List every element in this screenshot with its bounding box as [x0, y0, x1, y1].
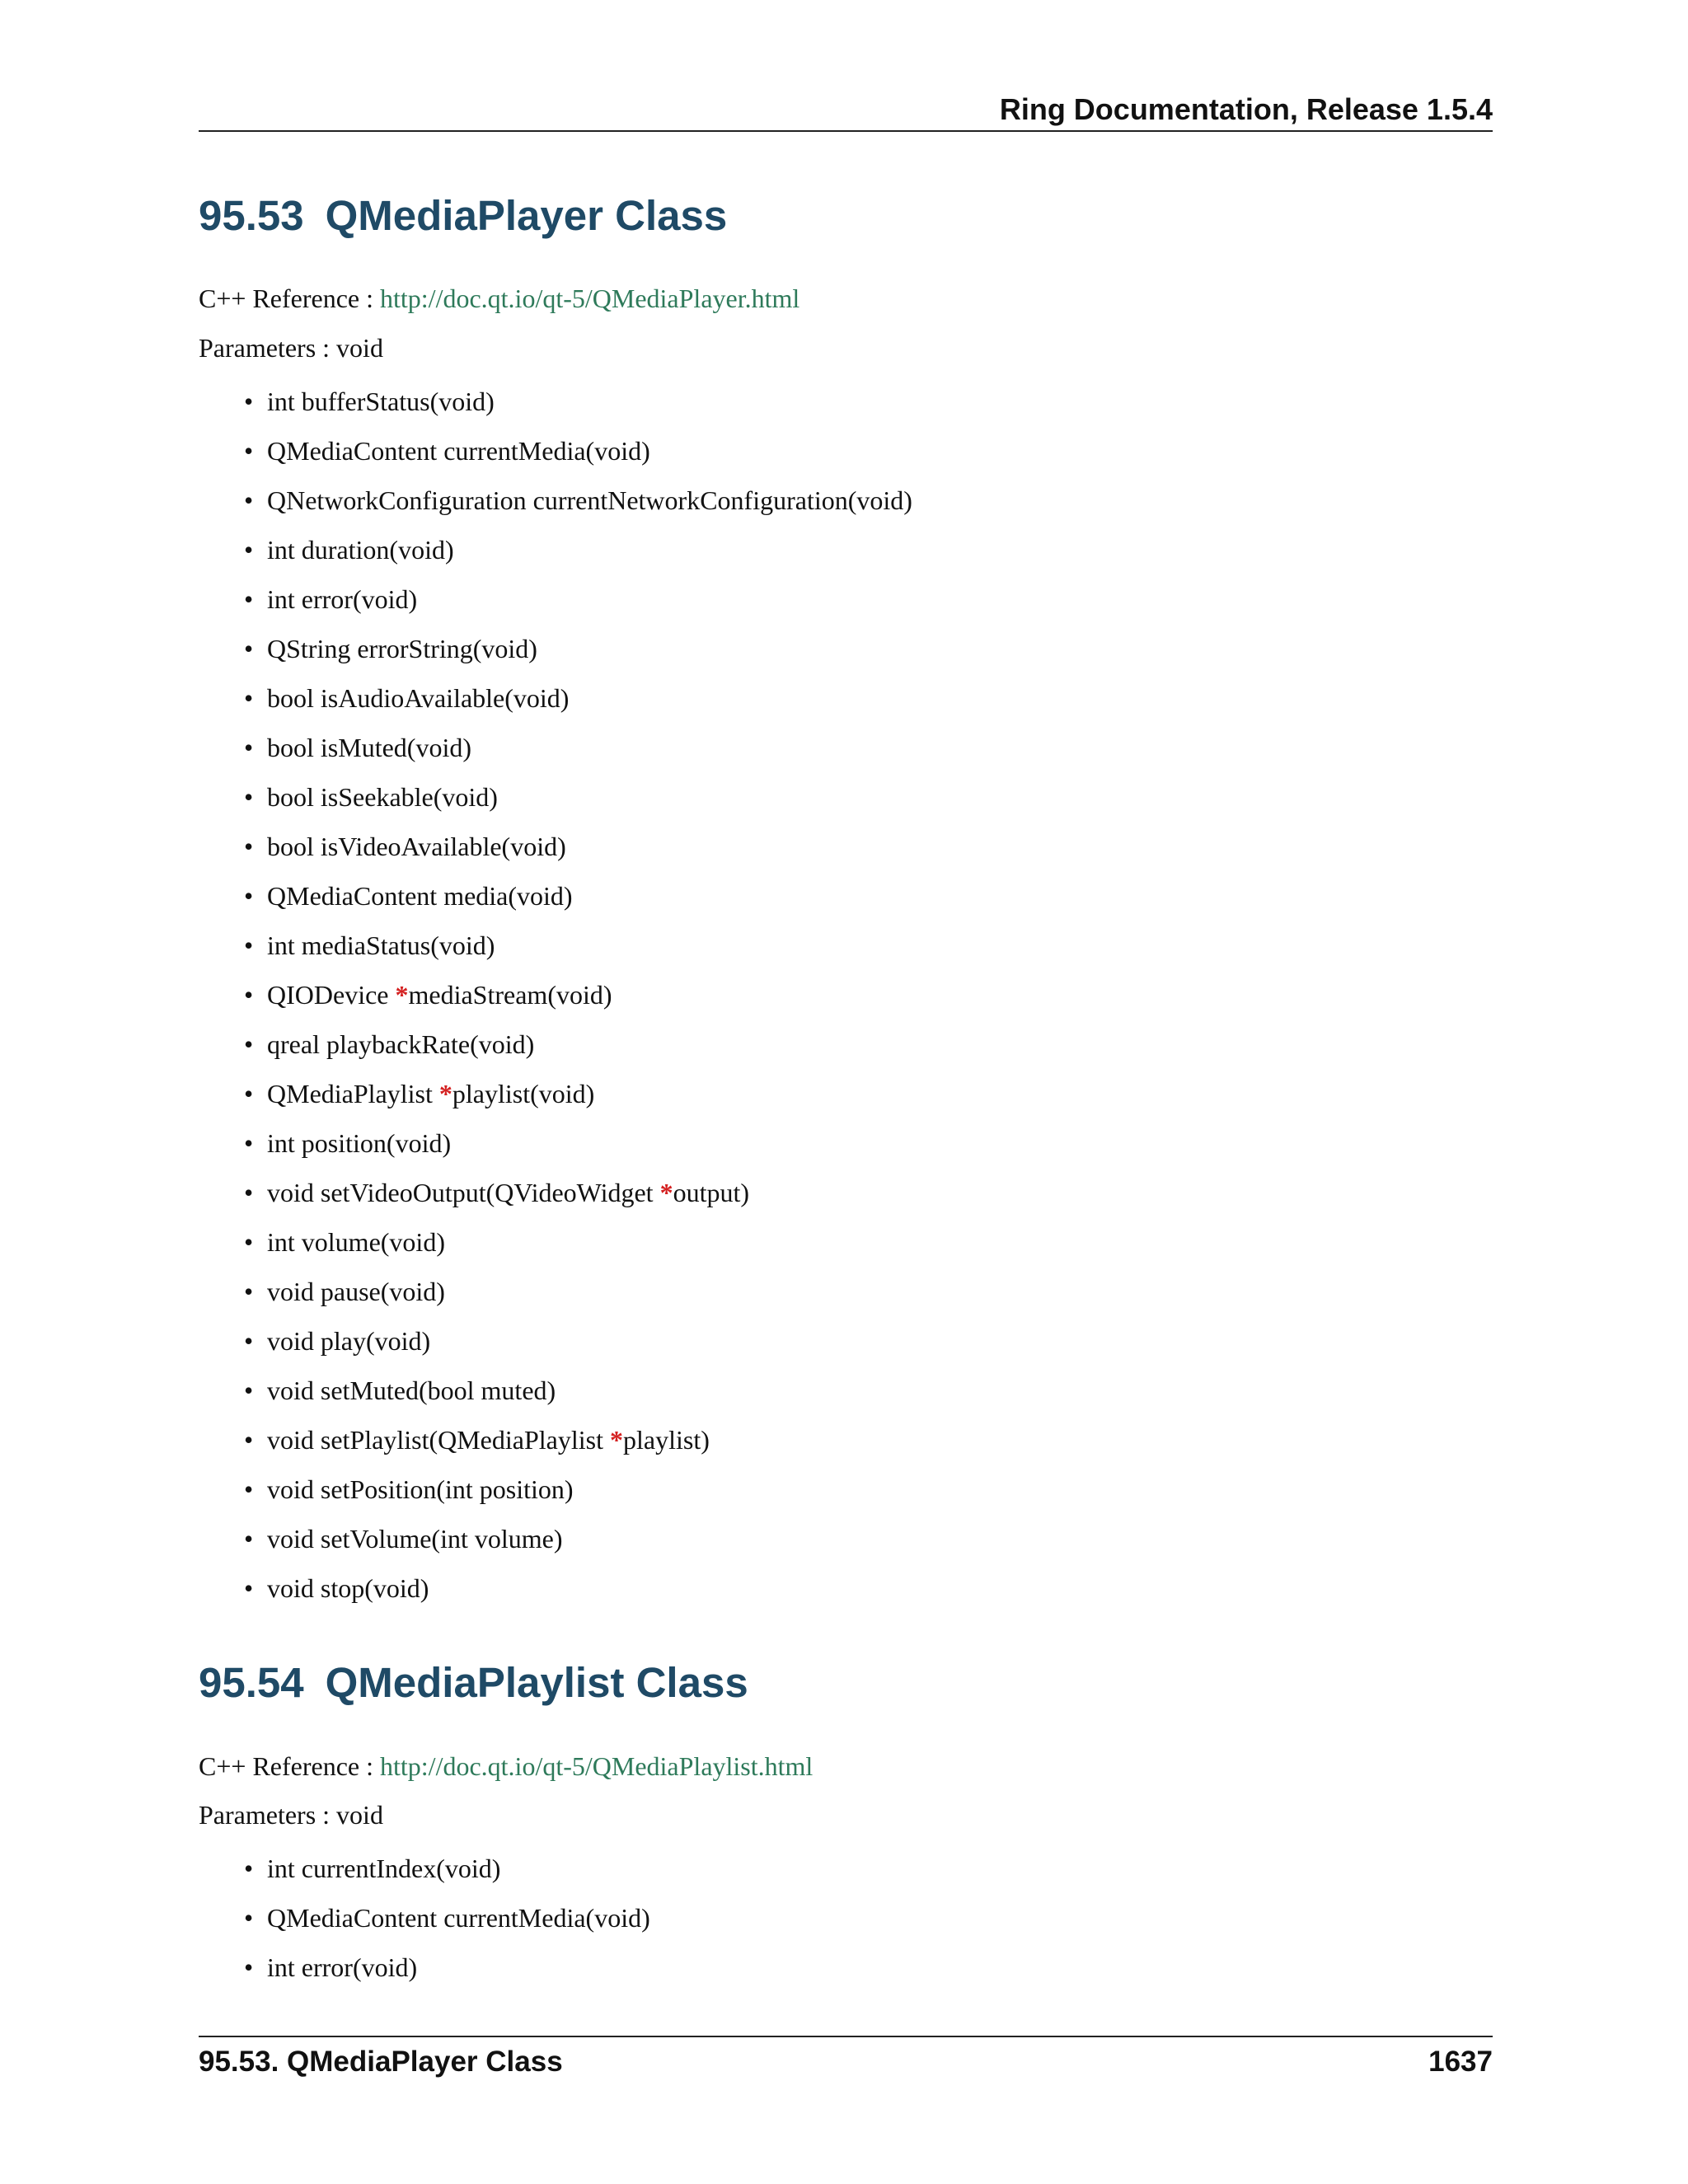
method-list-item: • int duration(void)	[199, 525, 912, 574]
footer-section-title: 95.53. QMediaPlayer Class	[199, 2046, 563, 2078]
cpp-reference-label: C++ Reference :	[199, 284, 380, 313]
method-list-item: • QMediaPlaylist *playlist(void)	[199, 1069, 912, 1118]
method-list-item: • int volume(void)	[199, 1217, 912, 1267]
method-list-item: • QMediaContent currentMedia(void)	[199, 1893, 650, 1943]
pointer-asterisk: *	[438, 1079, 452, 1108]
method-list-item: • void stop(void)	[199, 1563, 912, 1613]
method-list-item: • int bufferStatus(void)	[199, 377, 912, 426]
method-list-item: • void play(void)	[199, 1316, 912, 1366]
footer-rule	[199, 2036, 1493, 2037]
method-list-item: • void setPosition(int position)	[199, 1465, 912, 1514]
header-rule	[199, 130, 1493, 132]
page-number: 1637	[1428, 2046, 1493, 2078]
method-list-item: • qreal playbackRate(void)	[199, 1019, 912, 1069]
parameters-line: Parameters : void	[199, 1800, 383, 1830]
section-title-text: QMediaPlaylist Class	[325, 1659, 748, 1706]
method-list-item: • int mediaStatus(void)	[199, 921, 912, 970]
section-number: 95.54	[199, 1659, 304, 1706]
method-list-item: • QIODevice *mediaStream(void)	[199, 970, 912, 1019]
section-heading-qmediaplaylist	[199, 1658, 748, 1707]
running-header: Ring Documentation, Release 1.5.4	[999, 92, 1493, 126]
method-list-item: • bool isMuted(void)	[199, 723, 912, 772]
method-list	[199, 1844, 650, 1992]
section-heading-qmediaplayer	[199, 191, 727, 240]
method-list	[199, 377, 912, 1613]
method-list-item: • int error(void)	[199, 1943, 650, 1992]
cpp-reference-link[interactable]: http://doc.qt.io/qt-5/QMediaPlaylist.html	[380, 1751, 814, 1781]
method-list-item: • void setPlaylist(QMediaPlaylist *playlist)	[199, 1415, 912, 1465]
pointer-asterisk: *	[395, 980, 409, 1010]
cpp-reference-line	[199, 284, 799, 314]
section-title-text: QMediaPlayer Class	[325, 192, 728, 239]
method-list-item: • void setVideoOutput(QVideoWidget *output)	[199, 1168, 912, 1217]
method-list-item: • QMediaContent currentMedia(void)	[199, 426, 912, 476]
document-page	[199, 0, 1493, 2184]
method-list-item: • QString errorString(void)	[199, 624, 912, 673]
method-list-item: • bool isAudioAvailable(void)	[199, 673, 912, 723]
method-list-item: • int error(void)	[199, 574, 912, 624]
method-list-item: • QNetworkConfiguration currentNetworkConfiguration(void)	[199, 476, 912, 525]
method-list-item: • void pause(void)	[199, 1267, 912, 1316]
method-list-item: • void setVolume(int volume)	[199, 1514, 912, 1563]
cpp-reference-label: C++ Reference :	[199, 1751, 380, 1781]
method-list-item: • bool isSeekable(void)	[199, 772, 912, 822]
method-list-item: • void setMuted(bool muted)	[199, 1366, 912, 1415]
method-list-item: • int position(void)	[199, 1118, 912, 1168]
cpp-reference-link[interactable]: http://doc.qt.io/qt-5/QMediaPlayer.html	[380, 284, 800, 313]
cpp-reference-line	[199, 1751, 813, 1782]
parameters-line: Parameters : void	[199, 333, 383, 363]
method-list-item: • int currentIndex(void)	[199, 1844, 650, 1893]
pointer-asterisk: *	[609, 1425, 623, 1455]
pointer-asterisk: *	[659, 1178, 673, 1207]
method-list-item: • bool isVideoAvailable(void)	[199, 822, 912, 871]
method-list-item: • QMediaContent media(void)	[199, 871, 912, 921]
section-number: 95.53	[199, 192, 304, 239]
